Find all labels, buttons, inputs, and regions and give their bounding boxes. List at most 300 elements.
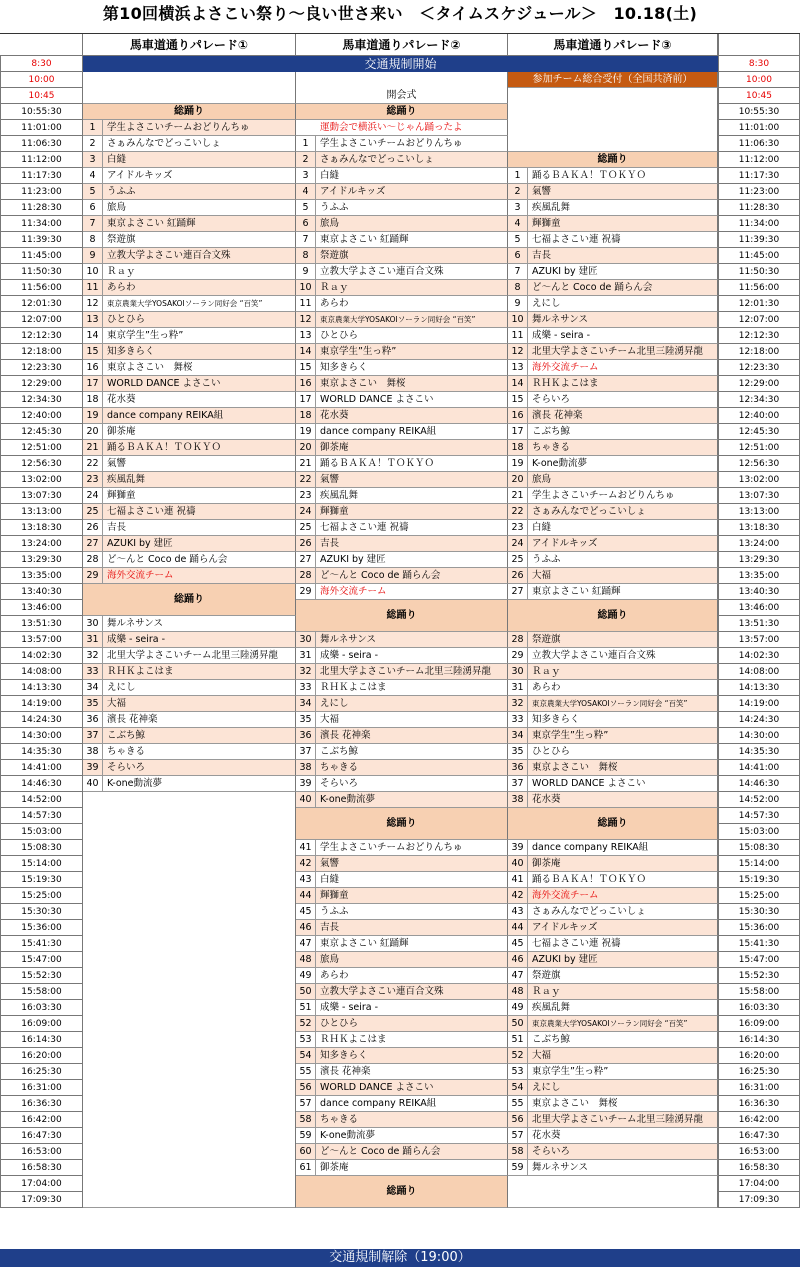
slot-number: 6 — [508, 248, 528, 264]
team-slot — [83, 392, 296, 408]
slot-number: 9 — [508, 296, 528, 312]
team-slot — [508, 1032, 718, 1048]
slot-number: 10 — [508, 312, 528, 328]
team-name: WORLD DANCE よさこい — [107, 378, 221, 389]
slot-number: 48 — [508, 984, 528, 1000]
time-right: 14:24:30 — [718, 712, 800, 728]
team-slot — [83, 280, 296, 296]
team-slot — [83, 760, 296, 776]
slot-number: 16 — [508, 408, 528, 424]
slot-number: 58 — [296, 1112, 316, 1128]
time-right: 16:31:00 — [718, 1080, 800, 1096]
slot-number: 30 — [508, 664, 528, 680]
team-slot — [83, 136, 296, 152]
team-name: ひとひら — [532, 746, 571, 757]
time-right: 13:46:00 — [718, 600, 800, 616]
slot-number: 14 — [83, 328, 103, 344]
team-name: AZUKI by 建匠 — [532, 954, 598, 965]
team-slot — [83, 248, 296, 264]
team-slot — [296, 536, 508, 552]
slot-number: 12 — [83, 296, 103, 312]
time-left: 13:57:00 — [0, 632, 83, 648]
team-name: ど〜んと Coco de 踊らん会 — [532, 282, 653, 293]
time-left: 12:18:00 — [0, 344, 83, 360]
slot-number: 2 — [296, 152, 316, 168]
slot-number: 15 — [296, 360, 316, 376]
team-slot — [296, 872, 508, 888]
team-slot — [508, 344, 718, 360]
team-slot — [508, 840, 718, 856]
team-slot — [83, 744, 296, 760]
team-name: 海外交流チーム — [532, 362, 599, 373]
slot-number: 17 — [296, 392, 316, 408]
team-name: K-one動流夢 — [320, 1130, 376, 1141]
slot-number: 44 — [296, 888, 316, 904]
slot-number: 26 — [508, 568, 528, 584]
team-slot — [508, 440, 718, 456]
slot-number: 59 — [296, 1128, 316, 1144]
slot-number: 22 — [83, 456, 103, 472]
team-slot — [508, 392, 718, 408]
team-slot — [296, 1016, 508, 1032]
slot-number: 15 — [83, 344, 103, 360]
team-name: そらいろ — [320, 778, 359, 789]
team-name: dance company REIKA組 — [532, 842, 649, 853]
time-left: 13:13:00 — [0, 504, 83, 520]
time-left: 12:01:30 — [0, 296, 83, 312]
team-name: 輝獅童 — [532, 218, 561, 229]
slot-number: 18 — [83, 392, 103, 408]
slot-number: 18 — [296, 408, 316, 424]
time-right: 13:24:00 — [718, 536, 800, 552]
team-name: 白縫 — [320, 170, 340, 181]
time-right: 15:19:30 — [718, 872, 800, 888]
team-slot — [83, 360, 296, 376]
schedule-table — [0, 33, 800, 1237]
team-name: アイドルキッズ — [532, 538, 598, 549]
time-left: 16:47:30 — [0, 1128, 83, 1144]
team-slot — [296, 328, 508, 344]
team-name: そらいろ — [532, 394, 571, 405]
team-slot — [83, 776, 296, 792]
slot-number: 2 — [83, 136, 103, 152]
team-slot — [83, 552, 296, 568]
time-left: 11:06:30 — [0, 136, 83, 152]
team-name: ちゃきる — [107, 746, 146, 757]
time-right: 10:55:30 — [718, 104, 800, 120]
team-name: K-one動流夢 — [107, 778, 163, 789]
time-right: 10:45 — [718, 88, 800, 104]
team-name: ど〜んと Coco de 踊らん会 — [320, 570, 441, 581]
team-slot — [83, 264, 296, 280]
team-name: 成樂 - seira - — [320, 1002, 379, 1013]
slot-number: 17 — [83, 376, 103, 392]
team-name: 大福 — [320, 714, 340, 725]
slot-number: 39 — [296, 776, 316, 792]
time-right: 11:56:00 — [718, 280, 800, 296]
slot-number: 3 — [508, 200, 528, 216]
team-slot — [296, 168, 508, 184]
slot-number: 32 — [508, 696, 528, 712]
time-right: 13:18:30 — [718, 520, 800, 536]
team-name: えにし — [532, 1082, 561, 1093]
slot-number: 28 — [83, 552, 103, 568]
team-slot — [296, 312, 508, 328]
team-name: 東京農業大学YOSAKOIソーラン同好会 “百笑” — [320, 315, 476, 324]
slot-number: 50 — [508, 1016, 528, 1032]
team-slot — [83, 152, 296, 168]
team-name: 立教大学よさこい連百合文殊 — [107, 250, 231, 261]
slot-number: 21 — [508, 488, 528, 504]
slot-number: 49 — [296, 968, 316, 984]
slot-number: 43 — [296, 872, 316, 888]
team-slot — [296, 200, 508, 216]
team-name: ひとひら — [107, 314, 146, 325]
team-slot — [83, 680, 296, 696]
team-slot — [508, 568, 718, 584]
slot-number: 47 — [508, 968, 528, 984]
team-slot — [296, 392, 508, 408]
time-right: 12:56:30 — [718, 456, 800, 472]
team-name: 東京農業大学YOSAKOIソーラン同好会 “百笑” — [532, 1019, 688, 1028]
team-slot — [83, 696, 296, 712]
team-slot — [296, 504, 508, 520]
team-slot — [296, 360, 508, 376]
team-slot — [296, 1064, 508, 1080]
time-left: 13:46:00 — [0, 600, 83, 616]
time-left: 14:41:00 — [0, 760, 83, 776]
team-slot — [296, 952, 508, 968]
team-name: 成樂 - seira - — [532, 330, 591, 341]
slot-number: 32 — [83, 648, 103, 664]
team-slot — [508, 920, 718, 936]
team-name: 東京農業大学YOSAKOIソーラン同好会 “百笑” — [532, 699, 688, 708]
time-left: 11:23:00 — [0, 184, 83, 200]
slot-number: 38 — [296, 760, 316, 776]
team-name: Ｒａｙ — [107, 266, 136, 277]
slot-number: 42 — [508, 888, 528, 904]
slot-number: 12 — [508, 344, 528, 360]
time-right: 14:57:30 — [718, 808, 800, 824]
slot-number: 17 — [508, 424, 528, 440]
time-left: 14:24:30 — [0, 712, 83, 728]
slot-number: 21 — [83, 440, 103, 456]
time-left: 12:12:30 — [0, 328, 83, 344]
sou-odori-label: 総踊り — [296, 1176, 508, 1208]
team-slot — [508, 696, 718, 712]
slot-number: 13 — [83, 312, 103, 328]
slot-number: 1 — [296, 136, 316, 152]
slot-number: 36 — [296, 728, 316, 744]
team-slot — [296, 152, 508, 168]
time-left: 14:02:30 — [0, 648, 83, 664]
slot-number: 15 — [508, 392, 528, 408]
time-left: 11:50:30 — [0, 264, 83, 280]
time-right: 13:29:30 — [718, 552, 800, 568]
team-name: AZUKI by 建匠 — [320, 554, 386, 565]
team-slot — [508, 200, 718, 216]
slot-number: 25 — [83, 504, 103, 520]
slot-number: 57 — [296, 1096, 316, 1112]
team-name: 東京学生”生っ粋” — [320, 346, 397, 357]
slot-number: 44 — [508, 920, 528, 936]
slot-number: 8 — [83, 232, 103, 248]
team-name: 大福 — [532, 1050, 552, 1061]
time-left: 16:53:00 — [0, 1144, 83, 1160]
time-left: 11:01:00 — [0, 120, 83, 136]
team-name: dance company REIKA組 — [107, 410, 224, 421]
slot-number: 42 — [296, 856, 316, 872]
time-right: 13:07:30 — [718, 488, 800, 504]
slot-number: 38 — [83, 744, 103, 760]
team-slot — [508, 216, 718, 232]
team-slot — [296, 296, 508, 312]
team-slot — [83, 472, 296, 488]
slot-number: 5 — [508, 232, 528, 248]
time-right: 10:00 — [718, 72, 800, 88]
team-name: 舞ルネサンス — [320, 634, 376, 645]
slot-number: 3 — [83, 152, 103, 168]
team-name: えにし — [320, 698, 349, 709]
team-slot — [508, 504, 718, 520]
team-name: うふふ — [320, 906, 349, 917]
time-left: 11:28:30 — [0, 200, 83, 216]
sou-odori-label: 総踊り — [296, 104, 508, 120]
slot-number: 43 — [508, 904, 528, 920]
slot-number: 14 — [296, 344, 316, 360]
time-header-right — [718, 34, 800, 56]
time-right: 17:09:30 — [718, 1192, 800, 1208]
team-slot — [296, 1128, 508, 1144]
team-name: 旅鳥 — [532, 474, 552, 485]
team-slot — [508, 232, 718, 248]
team-slot — [296, 968, 508, 984]
time-left: 8:30 — [0, 56, 83, 72]
slot-number: 24 — [83, 488, 103, 504]
slot-number: 51 — [296, 1000, 316, 1016]
team-slot — [508, 536, 718, 552]
time-left: 15:52:30 — [0, 968, 83, 984]
team-name: 成樂 - seira - — [107, 634, 166, 645]
team-name: 東京よさこい 紅踊輝 — [320, 234, 409, 245]
team-name: 海外交流チーム — [532, 890, 599, 901]
slot-number: 37 — [296, 744, 316, 760]
team-slot — [83, 488, 296, 504]
team-slot — [508, 648, 718, 664]
slot-number: 41 — [296, 840, 316, 856]
time-left: 16:58:30 — [0, 1160, 83, 1176]
team-slot — [296, 936, 508, 952]
team-slot — [508, 184, 718, 200]
slot-number: 27 — [508, 584, 528, 600]
team-name: 吉長 — [320, 538, 340, 549]
team-name: K-one動流夢 — [532, 458, 588, 469]
team-slot — [83, 632, 296, 648]
time-right: 14:52:00 — [718, 792, 800, 808]
time-left: 17:04:00 — [0, 1176, 83, 1192]
slot-number: 31 — [296, 648, 316, 664]
team-name: dance company REIKA組 — [320, 1098, 437, 1109]
time-left: 13:35:00 — [0, 568, 83, 584]
team-slot — [296, 280, 508, 296]
team-name: ＲＨＫよこはま — [320, 1034, 387, 1045]
time-right: 15:47:00 — [718, 952, 800, 968]
time-left: 16:03:30 — [0, 1000, 83, 1016]
team-slot — [508, 1000, 718, 1016]
team-name: 御茶庵 — [532, 858, 561, 869]
team-slot — [83, 344, 296, 360]
team-name: 吉長 — [532, 250, 552, 261]
time-right: 14:35:30 — [718, 744, 800, 760]
team-slot — [83, 184, 296, 200]
time-right: 16:20:00 — [718, 1048, 800, 1064]
empty-cell — [83, 72, 296, 104]
team-slot — [296, 264, 508, 280]
time-right: 16:42:00 — [718, 1112, 800, 1128]
team-name: 成樂 - seira - — [320, 650, 379, 661]
team-name: 海外交流チーム — [320, 586, 387, 597]
time-left: 12:34:30 — [0, 392, 83, 408]
time-right: 11:23:00 — [718, 184, 800, 200]
team-name: ちゃきる — [532, 442, 571, 453]
team-slot — [83, 712, 296, 728]
team-slot — [508, 872, 718, 888]
team-name: あらわ — [532, 682, 561, 693]
time-right: 15:52:30 — [718, 968, 800, 984]
time-right: 15:30:30 — [718, 904, 800, 920]
team-name: さぁみんなでどっこいしょ — [320, 154, 434, 165]
team-slot — [296, 584, 508, 600]
team-slot — [296, 920, 508, 936]
team-name: 東京よさこい 紅踊輝 — [532, 586, 621, 597]
team-name: 海外交流チーム — [107, 570, 174, 581]
time-left: 14:08:00 — [0, 664, 83, 680]
team-slot — [508, 376, 718, 392]
team-slot — [83, 536, 296, 552]
column-header-3: 馬車道通りパレード③ — [508, 34, 718, 56]
team-name: 疾風乱舞 — [532, 1002, 571, 1013]
team-slot — [83, 200, 296, 216]
time-right: 12:07:00 — [718, 312, 800, 328]
time-left: 14:13:30 — [0, 680, 83, 696]
slot-number: 4 — [83, 168, 103, 184]
slot-number: 1 — [83, 120, 103, 136]
team-slot — [508, 280, 718, 296]
time-left: 12:45:30 — [0, 424, 83, 440]
team-name: ど〜んと Coco de 踊らん会 — [107, 554, 228, 565]
team-name: 立教大学よさこい連百合文殊 — [532, 650, 656, 661]
team-slot — [296, 1048, 508, 1064]
slot-number: 51 — [508, 1032, 528, 1048]
time-right: 11:01:00 — [718, 120, 800, 136]
traffic-start-banner: 交通規制開始 — [83, 56, 718, 72]
team-name: 輝獅童 — [107, 490, 136, 501]
team-name: 北里大学よさこいチーム北里三陸湧昇龍 — [320, 666, 492, 677]
slot-number: 53 — [508, 1064, 528, 1080]
slot-number: 4 — [296, 184, 316, 200]
slot-number: 31 — [83, 632, 103, 648]
time-right: 14:30:00 — [718, 728, 800, 744]
team-name: K-one動流夢 — [320, 794, 376, 805]
team-slot — [508, 744, 718, 760]
team-name: 祭遊旗 — [532, 634, 561, 645]
time-left: 14:46:30 — [0, 776, 83, 792]
time-right: 16:03:30 — [718, 1000, 800, 1016]
time-left: 12:40:00 — [0, 408, 83, 424]
team-slot — [296, 984, 508, 1000]
slot-number: 11 — [296, 296, 316, 312]
team-slot — [83, 616, 296, 632]
time-right: 12:18:00 — [718, 344, 800, 360]
team-name: 知多きらく — [107, 346, 155, 357]
time-left: 13:51:30 — [0, 616, 83, 632]
team-name: 吉長 — [320, 922, 340, 933]
team-slot — [296, 344, 508, 360]
team-name: 祭遊旗 — [107, 234, 136, 245]
time-left: 11:56:00 — [0, 280, 83, 296]
slot-number: 54 — [296, 1048, 316, 1064]
team-slot — [296, 376, 508, 392]
team-slot — [296, 136, 508, 152]
team-slot — [83, 568, 296, 584]
time-right: 14:08:00 — [718, 664, 800, 680]
team-name: 祭遊旗 — [320, 250, 349, 261]
team-name: 東京学生”生っ粋” — [532, 1066, 609, 1077]
slot-number: 9 — [296, 264, 316, 280]
slot-number: 10 — [83, 264, 103, 280]
slot-number: 20 — [83, 424, 103, 440]
slot-number: 35 — [296, 712, 316, 728]
slot-number: 26 — [83, 520, 103, 536]
slot-number: 23 — [296, 488, 316, 504]
sou-odori-label: 総踊り — [83, 584, 296, 616]
time-right: 14:19:00 — [718, 696, 800, 712]
slot-number: 36 — [508, 760, 528, 776]
team-slot — [508, 728, 718, 744]
team-slot — [296, 632, 508, 648]
time-right: 15:41:30 — [718, 936, 800, 952]
team-slot — [83, 728, 296, 744]
slot-number: 28 — [296, 568, 316, 584]
team-name: AZUKI by 建匠 — [107, 538, 173, 549]
time-left: 13:40:30 — [0, 584, 83, 600]
team-name: 御茶庵 — [320, 442, 349, 453]
slot-number: 1 — [508, 168, 528, 184]
sou-odori-label: 総踊り — [508, 600, 718, 632]
time-right: 15:25:00 — [718, 888, 800, 904]
team-name: 北里大学よさこいチーム北里三陸湧昇龍 — [107, 650, 279, 661]
team-slot — [296, 1080, 508, 1096]
slot-number: 5 — [296, 200, 316, 216]
team-slot — [508, 360, 718, 376]
team-name: 濱長 花神楽 — [320, 1066, 371, 1077]
team-slot — [508, 584, 718, 600]
team-name: 御茶庵 — [320, 1162, 349, 1173]
team-slot — [83, 328, 296, 344]
team-slot — [296, 696, 508, 712]
team-slot — [508, 680, 718, 696]
slot-number: 9 — [83, 248, 103, 264]
team-slot — [508, 1080, 718, 1096]
team-name: 立教大学よさこい連百合文殊 — [320, 266, 444, 277]
event-slot: 運動会で横浜い〜じゃん踊ったよ — [296, 120, 508, 136]
team-name: こぶち鯨 — [107, 730, 146, 741]
team-name: 氣響 — [107, 458, 127, 469]
slot-number: 34 — [83, 680, 103, 696]
team-name: うふふ — [320, 202, 349, 213]
sou-odori-label: 総踊り — [83, 104, 296, 120]
time-right: 16:14:30 — [718, 1032, 800, 1048]
